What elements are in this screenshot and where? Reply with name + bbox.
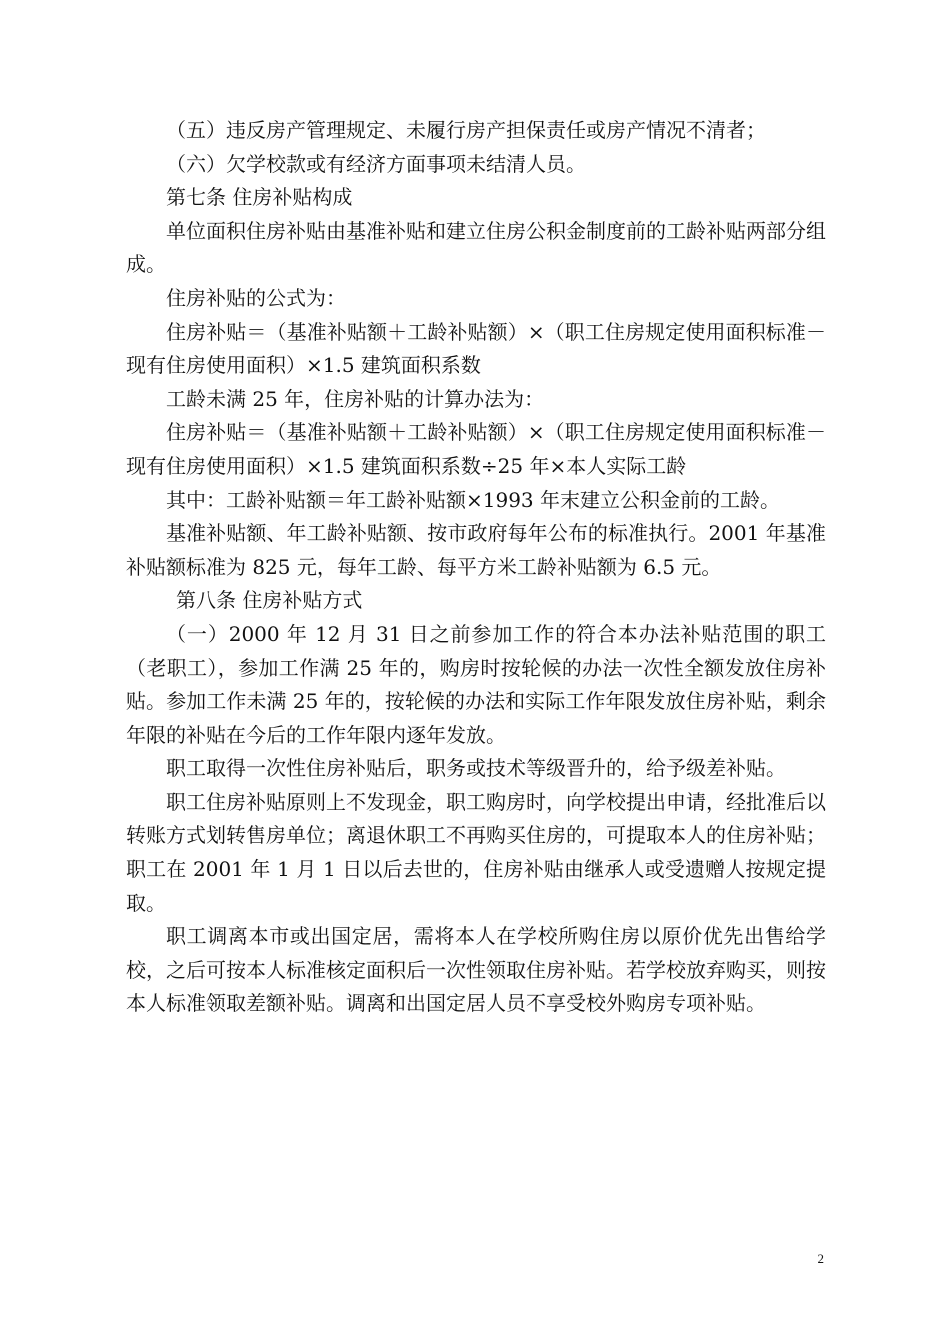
clause-5-item: （五）违反房产管理规定、未履行房产担保责任或房产情况不清者； — [166, 118, 766, 142]
article-7-heading: 第七条 住房补贴构成 — [166, 185, 353, 210]
article-8-heading: 第八条 住房补贴方式 — [176, 588, 363, 613]
under-25-years-formula-paragraph: 住房补贴＝（基准补贴额＋工龄补贴额）×（职工住房规定使用面积标准－现有住房使用面积）×1.5 建筑面积系数÷25 年×本人实际工龄 — [126, 420, 826, 478]
seniority-subsidy-definition-paragraph: 其中：工龄补贴额＝年工龄补贴额×1993 年末建立公积金前的工龄。 — [166, 487, 781, 512]
subsidy-composition-paragraph: 单位面积住房补贴由基准补贴和建立住房公积金制度前的工龄补贴两部分组成。 — [126, 218, 826, 277]
document-body — [126, 114, 826, 1021]
formula-paragraph: 住房补贴＝（基准补贴额＋工龄补贴额）×（职工住房规定使用面积标准－现有住房使用面积）×1.5 建筑面积系数 — [126, 319, 826, 378]
formula-intro-paragraph: 住房补贴的公式为： — [166, 285, 346, 310]
relocation-emigration-paragraph: 职工调离本市或出国定居，需将本人在学校所购住房以原价优先出售给学校，之后可按本人标准核定面积后一次性领取住房补贴。若学校放弃购买，则按本人标准领取差额补贴。调离和出国定居人员不享受校外购房专项补贴。 — [126, 924, 826, 1016]
page-number: 2 — [817, 1251, 824, 1266]
payment-method-paragraph: 职工住房补贴原则上不发现金，职工购房时，向学校提出申请，经批准后以转账方式划转售房单位；离退休职工不再购买住房的，可提取本人的住房补贴；职工在 2001 年 1 月 1 日以后去世的，住房补贴由继承人或受遗赠人按规定提取。 — [126, 789, 826, 915]
under-25-years-intro-paragraph: 工龄未满 25 年，住房补贴的计算办法为： — [166, 386, 545, 411]
subsidy-standard-paragraph: 基准补贴额、年工龄补贴额、按市政府每年公布的标准执行。2001 年基准补贴额标准为 825 元，每年工龄、每平方米工龄补贴额为 6.5 元。 — [126, 521, 826, 579]
veteran-staff-paragraph: （一）2000 年 12 月 31 日之前参加工作的符合本办法补贴范围的职工（老职工），参加工作满 25 年的，购房时按轮候的办法一次性全额发放住房补贴。参加工作未满 25 年的，按轮候的办法和实际工作年限发放住房补贴，剩余年限的补贴在今后的工作年限内逐年发放。 — [126, 621, 826, 747]
clause-6-item: （六）欠学校款或有经济方面事项未结清人员。 — [166, 151, 586, 176]
promotion-differential-paragraph: 职工取得一次性住房补贴后，职务或技术等级晋升的，给予级差补贴。 — [166, 756, 786, 781]
